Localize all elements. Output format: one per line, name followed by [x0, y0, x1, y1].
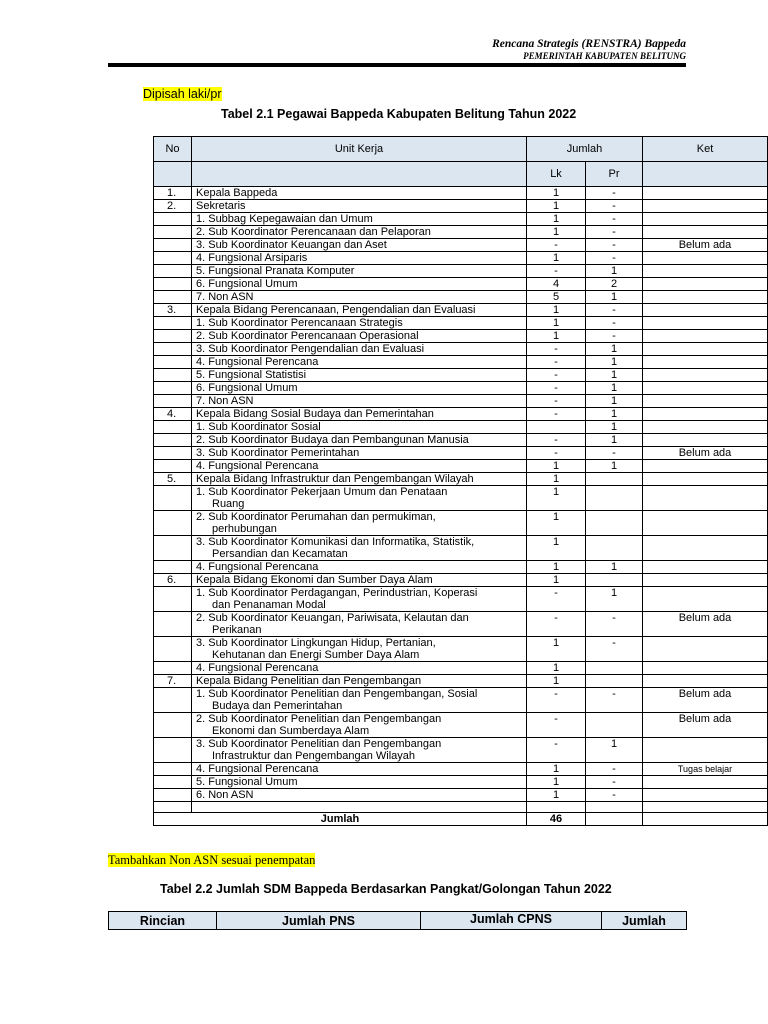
- highlight-note-bottom: Tambahkan Non ASN sesuai penempatan: [108, 853, 316, 867]
- subheader-blank-ket: [643, 162, 768, 187]
- row-number: [154, 265, 192, 278]
- row-pr: -: [586, 763, 643, 776]
- row-number: 2.: [154, 200, 192, 213]
- row-number: 7.: [154, 675, 192, 688]
- row-number: [154, 330, 192, 343]
- row-number: [154, 356, 192, 369]
- row-ket: [643, 304, 768, 317]
- row-lk: -: [527, 369, 586, 382]
- row-ket: [643, 369, 768, 382]
- row-number: [154, 434, 192, 447]
- row-number: [154, 536, 192, 561]
- table-row: [154, 536, 768, 561]
- row-number: [154, 291, 192, 304]
- table-row: [154, 278, 768, 291]
- document-header-subtitle: PEMERINTAH KABUPATEN BELITUNG: [523, 51, 686, 61]
- row-unit-kerja: Kepala Bidang Perencanaan, Pengendalian dan Evaluasi: [192, 304, 527, 317]
- row-lk: 1: [527, 662, 586, 675]
- row-ket: [643, 382, 768, 395]
- table-row: [154, 561, 768, 574]
- header-jumlah: Jumlah: [527, 137, 643, 162]
- row-unit-kerja: [192, 587, 527, 612]
- row-pr: 1: [586, 382, 643, 395]
- unit-kerja-line1: 3. Sub Koordinator Lingkungan Hidup, Pertanian,: [196, 637, 436, 649]
- row-ket: Belum ada: [643, 713, 768, 738]
- table-row: [154, 486, 768, 511]
- row-lk: 1: [527, 675, 586, 688]
- row-unit-kerja: Kepala Bidang Ekonomi dan Sumber Daya Alam: [192, 574, 527, 587]
- row-ket: Tugas belajar: [643, 763, 768, 776]
- row-number: [154, 317, 192, 330]
- row-pr: 1: [586, 395, 643, 408]
- row-number: [154, 278, 192, 291]
- header-rule: [108, 63, 686, 67]
- header-jumlah-cpns: Jumlah CPNS: [421, 912, 602, 930]
- row-lk: 1: [527, 200, 586, 213]
- header-pr: Pr: [586, 162, 643, 187]
- row-lk: 4: [527, 278, 586, 291]
- row-ket: [643, 536, 768, 561]
- row-unit-kerja: 6. Fungsional Umum: [192, 278, 527, 291]
- table-row: [154, 688, 768, 713]
- row-number: [154, 395, 192, 408]
- row-ket: Belum ada: [643, 239, 768, 252]
- row-unit-kerja: 4. Fungsional Perencana: [192, 763, 527, 776]
- table-row: [154, 187, 768, 200]
- row-pr: 1: [586, 369, 643, 382]
- table-row: [154, 612, 768, 637]
- row-number: [154, 421, 192, 434]
- row-pr: [586, 662, 643, 675]
- header-jumlah-pns: Jumlah PNS: [217, 912, 421, 930]
- table-row: [154, 473, 768, 486]
- table-row: [154, 434, 768, 447]
- row-unit-kerja: 6. Fungsional Umum: [192, 382, 527, 395]
- row-unit-kerja: Kepala Bidang Infrastruktur dan Pengembangan Wilayah: [192, 473, 527, 486]
- row-number: [154, 343, 192, 356]
- row-number: [154, 460, 192, 473]
- row-ket: [643, 317, 768, 330]
- row-ket: [643, 511, 768, 536]
- row-unit-kerja: 7. Non ASN: [192, 291, 527, 304]
- table1-caption: Tabel 2.1 Pegawai Bappeda Kabupaten Belitung Tahun 2022: [221, 107, 577, 121]
- row-unit-kerja: 4. Fungsional Perencana: [192, 561, 527, 574]
- unit-kerja-line2: Persandian dan Kecamatan: [212, 548, 348, 560]
- row-ket: [643, 395, 768, 408]
- row-ket: [643, 789, 768, 802]
- row-ket: [643, 587, 768, 612]
- table-row: [154, 574, 768, 587]
- row-number: [154, 252, 192, 265]
- row-pr: -: [586, 252, 643, 265]
- row-pr: [586, 713, 643, 738]
- row-unit-kerja: [192, 738, 527, 763]
- row-lk: -: [527, 239, 586, 252]
- row-unit-kerja: 7. Non ASN: [192, 395, 527, 408]
- row-lk: -: [527, 688, 586, 713]
- unit-kerja-line1: 2. Sub Koordinator Perumahan dan permukiman,: [196, 511, 436, 523]
- table-row: [154, 776, 768, 789]
- row-ket: [643, 421, 768, 434]
- row-lk: [527, 802, 586, 813]
- row-unit-kerja: 6. Non ASN: [192, 789, 527, 802]
- table-row: [154, 511, 768, 536]
- row-number: 1.: [154, 187, 192, 200]
- table-row: [154, 304, 768, 317]
- row-number: 3.: [154, 304, 192, 317]
- row-lk: -: [527, 713, 586, 738]
- row-ket: [643, 776, 768, 789]
- row-unit-kerja: 1. Subbag Kepegawaian dan Umum: [192, 213, 527, 226]
- row-unit-kerja: 4. Fungsional Perencana: [192, 460, 527, 473]
- row-pr: 1: [586, 356, 643, 369]
- row-ket: [643, 226, 768, 239]
- unit-kerja-line1: 3. Sub Koordinator Komunikasi dan Informatika, Statistik,: [196, 536, 475, 548]
- header-unit-kerja: Unit Kerja: [192, 137, 527, 162]
- highlight-note-top: Dipisah laki/pr: [143, 87, 222, 101]
- row-lk: 1: [527, 330, 586, 343]
- row-unit-kerja: [192, 637, 527, 662]
- unit-kerja-line1: 3. Sub Koordinator Penelitian dan Pengembangan: [196, 738, 442, 750]
- row-lk: -: [527, 434, 586, 447]
- unit-kerja-line1: 2. Sub Koordinator Keuangan, Pariwisata, Kelautan dan: [196, 612, 469, 624]
- row-pr: 1: [586, 460, 643, 473]
- table-row: [154, 789, 768, 802]
- row-ket: [643, 460, 768, 473]
- total-lk: 46: [527, 813, 586, 826]
- row-unit-kerja: 1. Sub Koordinator Perencanaan Strategis: [192, 317, 527, 330]
- row-pr: 1: [586, 408, 643, 421]
- row-ket: [643, 200, 768, 213]
- row-ket: [643, 187, 768, 200]
- row-ket: [643, 561, 768, 574]
- row-pr: [586, 675, 643, 688]
- row-number: [154, 561, 192, 574]
- row-unit-kerja: [192, 688, 527, 713]
- table-row: [154, 395, 768, 408]
- row-ket: [643, 574, 768, 587]
- table2-header-row: [109, 912, 687, 930]
- row-ket: Belum ada: [643, 612, 768, 637]
- row-pr: [586, 511, 643, 536]
- row-pr: [586, 473, 643, 486]
- row-lk: 5: [527, 291, 586, 304]
- row-unit-kerja: 4. Fungsional Arsiparis: [192, 252, 527, 265]
- row-ket: Belum ada: [643, 688, 768, 713]
- row-lk: 1: [527, 536, 586, 561]
- row-unit-kerja: Kepala Bidang Sosial Budaya dan Pemerintahan: [192, 408, 527, 421]
- row-pr: 1: [586, 587, 643, 612]
- table-row: [154, 460, 768, 473]
- row-lk: 1: [527, 776, 586, 789]
- total-label: Jumlah: [154, 813, 527, 826]
- table-row: [154, 447, 768, 460]
- row-ket: [643, 213, 768, 226]
- row-lk: 1: [527, 486, 586, 511]
- row-number: [154, 511, 192, 536]
- row-unit-kerja: 5. Fungsional Statistisi: [192, 369, 527, 382]
- row-lk: 1: [527, 460, 586, 473]
- row-pr: [586, 802, 643, 813]
- table-row: [154, 637, 768, 662]
- table-row: [154, 382, 768, 395]
- row-lk: -: [527, 382, 586, 395]
- row-pr: -: [586, 239, 643, 252]
- table-row: [154, 200, 768, 213]
- row-number: [154, 382, 192, 395]
- row-ket: [643, 473, 768, 486]
- row-pr: 1: [586, 561, 643, 574]
- row-unit-kerja: [192, 713, 527, 738]
- unit-kerja-line2: Perikanan: [212, 624, 262, 636]
- unit-kerja-line1: 1. Sub Koordinator Perdagangan, Perindustrian, Koperasi: [196, 587, 478, 599]
- row-pr: -: [586, 226, 643, 239]
- row-pr: -: [586, 200, 643, 213]
- row-lk: -: [527, 738, 586, 763]
- row-unit-kerja: Kepala Bidang Penelitian dan Pengembangan: [192, 675, 527, 688]
- unit-kerja-line2: perhubungan: [212, 523, 277, 535]
- row-unit-kerja: 1. Sub Koordinator Sosial: [192, 421, 527, 434]
- row-ket: [643, 662, 768, 675]
- table-row: [154, 763, 768, 776]
- row-pr: -: [586, 688, 643, 713]
- row-number: 5.: [154, 473, 192, 486]
- row-lk: 1: [527, 511, 586, 536]
- row-number: 4.: [154, 408, 192, 421]
- row-ket: [643, 278, 768, 291]
- row-ket: [643, 356, 768, 369]
- row-lk: -: [527, 408, 586, 421]
- row-ket: [643, 330, 768, 343]
- row-pr: 1: [586, 343, 643, 356]
- row-number: [154, 776, 192, 789]
- table1-header-row: [154, 137, 768, 162]
- row-number: [154, 226, 192, 239]
- row-number: [154, 213, 192, 226]
- header-lk: Lk: [527, 162, 586, 187]
- row-ket: [643, 252, 768, 265]
- row-unit-kerja: 3. Sub Koordinator Keuangan dan Aset: [192, 239, 527, 252]
- row-unit-kerja: 2. Sub Koordinator Budaya dan Pembangunan Manusia: [192, 434, 527, 447]
- row-unit-kerja: 5. Fungsional Pranata Komputer: [192, 265, 527, 278]
- row-number: [154, 239, 192, 252]
- unit-kerja-line2: Ruang: [212, 498, 245, 510]
- row-lk: -: [527, 343, 586, 356]
- table-row: [154, 738, 768, 763]
- row-ket: [643, 343, 768, 356]
- table1-total-row: [154, 813, 768, 826]
- row-pr: -: [586, 447, 643, 460]
- subheader-blank-unit: [192, 162, 527, 187]
- table-row: [154, 408, 768, 421]
- row-lk: 1: [527, 213, 586, 226]
- row-pr: 1: [586, 265, 643, 278]
- row-ket: Belum ada: [643, 447, 768, 460]
- row-lk: -: [527, 395, 586, 408]
- row-number: [154, 587, 192, 612]
- subheader-blank-no: [154, 162, 192, 187]
- header-jumlah-total: Jumlah: [602, 912, 687, 930]
- row-pr: [586, 574, 643, 587]
- row-pr: -: [586, 213, 643, 226]
- row-pr: -: [586, 317, 643, 330]
- table-row: [154, 226, 768, 239]
- table-row: [154, 356, 768, 369]
- row-lk: 1: [527, 789, 586, 802]
- row-unit-kerja: [192, 486, 527, 511]
- row-number: [154, 802, 192, 813]
- table2-caption: Tabel 2.2 Jumlah SDM Bappeda Berdasarkan Pangkat/Golongan Tahun 2022: [160, 882, 612, 896]
- row-lk: -: [527, 356, 586, 369]
- row-ket: [643, 738, 768, 763]
- row-pr: -: [586, 612, 643, 637]
- row-number: [154, 612, 192, 637]
- row-unit-kerja: 2. Sub Koordinator Perencanaan Operasional: [192, 330, 527, 343]
- table-row: [154, 713, 768, 738]
- row-ket: [643, 486, 768, 511]
- total-ket: [643, 813, 768, 826]
- table-row: [154, 369, 768, 382]
- row-number: [154, 789, 192, 802]
- table-row: [154, 421, 768, 434]
- unit-kerja-line2: Ekonomi dan Sumberdaya Alam: [212, 725, 370, 737]
- row-pr: [586, 536, 643, 561]
- row-pr: 1: [586, 738, 643, 763]
- row-unit-kerja: 5. Fungsional Umum: [192, 776, 527, 789]
- row-ket: [643, 408, 768, 421]
- row-pr: -: [586, 187, 643, 200]
- row-unit-kerja: Kepala Bappeda: [192, 187, 527, 200]
- row-ket: [643, 637, 768, 662]
- row-lk: -: [527, 447, 586, 460]
- table-row: [154, 252, 768, 265]
- unit-kerja-line2: Infrastruktur dan Pengembangan Wilayah: [212, 750, 416, 762]
- row-number: [154, 738, 192, 763]
- document-header-title: Rencana Strategis (RENSTRA) Bappeda: [492, 38, 686, 50]
- row-unit-kerja: 2. Sub Koordinator Perencanaan dan Pelaporan: [192, 226, 527, 239]
- row-unit-kerja: 4. Fungsional Perencana: [192, 662, 527, 675]
- row-lk: 1: [527, 561, 586, 574]
- row-lk: [527, 421, 586, 434]
- row-pr: [586, 486, 643, 511]
- row-pr: 1: [586, 291, 643, 304]
- row-ket: [643, 265, 768, 278]
- unit-kerja-line1: 1. Sub Koordinator Penelitian dan Pengembangan, Sosial: [196, 688, 478, 700]
- table-row: [154, 213, 768, 226]
- row-lk: -: [527, 265, 586, 278]
- row-pr: -: [586, 789, 643, 802]
- row-number: [154, 713, 192, 738]
- row-unit-kerja: [192, 511, 527, 536]
- row-ket: [643, 802, 768, 813]
- total-pr: [586, 813, 643, 826]
- row-unit-kerja: [192, 802, 527, 813]
- row-lk: 1: [527, 317, 586, 330]
- table-row: [154, 330, 768, 343]
- row-lk: 1: [527, 252, 586, 265]
- row-lk: 1: [527, 473, 586, 486]
- row-unit-kerja: 3. Sub Koordinator Pengendalian dan Evaluasi: [192, 343, 527, 356]
- row-pr: 2: [586, 278, 643, 291]
- row-pr: -: [586, 330, 643, 343]
- row-number: [154, 688, 192, 713]
- row-pr: 1: [586, 421, 643, 434]
- row-number: 6.: [154, 574, 192, 587]
- table-row: [154, 675, 768, 688]
- row-lk: 1: [527, 574, 586, 587]
- unit-kerja-line1: 1. Sub Koordinator Pekerjaan Umum dan Penataan: [196, 486, 448, 498]
- row-ket: [643, 434, 768, 447]
- row-unit-kerja: [192, 612, 527, 637]
- row-unit-kerja: 4. Fungsional Perencana: [192, 356, 527, 369]
- row-pr: -: [586, 304, 643, 317]
- row-pr: -: [586, 637, 643, 662]
- table-row: [154, 265, 768, 278]
- table-row: [154, 802, 768, 813]
- table-row: [154, 317, 768, 330]
- row-unit-kerja: 3. Sub Koordinator Pemerintahan: [192, 447, 527, 460]
- table-row: [154, 662, 768, 675]
- row-ket: [643, 291, 768, 304]
- row-unit-kerja: Sekretaris: [192, 200, 527, 213]
- row-pr: -: [586, 776, 643, 789]
- table-row: [154, 343, 768, 356]
- unit-kerja-line2: Kehutanan dan Energi Sumber Daya Alam: [212, 649, 420, 661]
- row-lk: 1: [527, 187, 586, 200]
- header-ket: Ket: [643, 137, 768, 162]
- row-unit-kerja: [192, 536, 527, 561]
- row-number: [154, 369, 192, 382]
- row-lk: 1: [527, 226, 586, 239]
- unit-kerja-line2: Budaya dan Pemerintahan: [212, 700, 343, 712]
- table-row: [154, 239, 768, 252]
- table-row: [154, 587, 768, 612]
- row-ket: [643, 675, 768, 688]
- table-row: [154, 291, 768, 304]
- unit-kerja-line1: 2. Sub Koordinator Penelitian dan Pengembangan: [196, 713, 442, 725]
- row-lk: 1: [527, 637, 586, 662]
- row-lk: 1: [527, 763, 586, 776]
- rank-table: [108, 911, 687, 930]
- table1-subheader-row: [154, 162, 768, 187]
- unit-kerja-line2: dan Penanaman Modal: [212, 599, 326, 611]
- header-rincian: Rincian: [109, 912, 217, 930]
- row-number: [154, 486, 192, 511]
- row-lk: -: [527, 587, 586, 612]
- row-number: [154, 447, 192, 460]
- row-lk: -: [527, 612, 586, 637]
- header-no: No: [154, 137, 192, 162]
- row-number: [154, 763, 192, 776]
- row-number: [154, 662, 192, 675]
- row-number: [154, 637, 192, 662]
- staff-table: [153, 136, 768, 826]
- row-pr: 1: [586, 434, 643, 447]
- row-lk: 1: [527, 304, 586, 317]
